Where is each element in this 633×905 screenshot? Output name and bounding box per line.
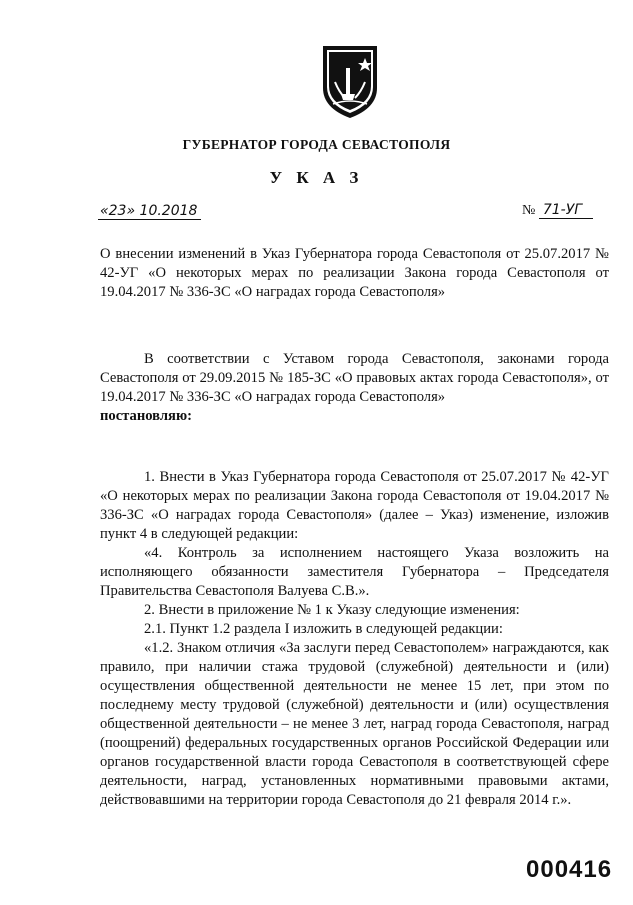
preamble-text: В соответствии с Уставом города Севастополя, законами города Севастополя от 29.09.2015 № 185-ЗС «О правовых актах города Севастополя», от 19.04.2017 № 336-ЗС «О наградах города Севастополя» <box>100 351 609 405</box>
issuer-title: ГУБЕРНАТОР ГОРОДА СЕВАСТОПОЛЯ <box>182 137 451 152</box>
paragraph-2-1: 2.1. Пункт 1.2 раздела I изложить в следующей редакции: <box>144 621 503 637</box>
coat-of-arms-icon <box>319 42 381 120</box>
paragraph-quote-1-2: «1.2. Знаком отличия «За заслуги перед Севастополем» награждаются, как правило, при наличии стажа трудовой (служебной) деятельности и (или) осуществления общественной деятельности не менее 15 лет, при этом по последнему месту трудовой (служебной) деятельности и (или) осуществления общественной деятельности – не менее 3 лет, наград города Севастополя, наград (поощрений) федеральных государственных органов Российской Федерации или органов государственной власти города Севастополя в соответствующей сфере деятельности, наград, установленных нормативными правовыми актами, действовавшими на территории города Севастополя до 21 февраля 2014 г.». <box>100 640 609 808</box>
number-handwritten: 71-УГ <box>539 202 593 219</box>
preamble <box>100 350 609 426</box>
decree-word: постановляю: <box>100 408 192 424</box>
paragraph-1: 1. Внести в Указ Губернатора города Севастополя от 25.07.2017 № 42-УГ «О некоторых мерах по реализации Закона города Севастополя от 19.04.2017 № 336-ЗС «О наградах города Севастополя» (далее – Указ) изменение, изложив пункт 4 в следующей редакции: <box>100 469 609 542</box>
number-prefix: № <box>522 203 536 218</box>
date-handwritten: «23» 10.2018 <box>98 203 201 220</box>
decree-title <box>100 245 609 302</box>
serial-number: 000416 <box>526 856 613 883</box>
decree-number <box>522 202 593 219</box>
decree-body <box>100 468 609 810</box>
decree-title-text: О внесении изменений в Указ Губернатора города Севастополя от 25.07.2017 № 42-УГ «О некоторых мерах по реализации Закона города Севастополя от 19.04.2017 № 336-ЗС «О наградах города Севастополя» <box>100 246 609 300</box>
decree-date <box>98 202 201 220</box>
preamble-paragraph <box>100 350 609 426</box>
document-type: У К А З <box>269 168 364 187</box>
paragraph-quote-4: «4. Контроль за исполнением настоящего Указа возложить на исполняющего обязанности заместителя Губернатора – Председателя Правительства Севастополя Валуева С.В.». <box>100 545 609 599</box>
paragraph-2: 2. Внести в приложение № 1 к Указу следующие изменения: <box>144 602 520 618</box>
